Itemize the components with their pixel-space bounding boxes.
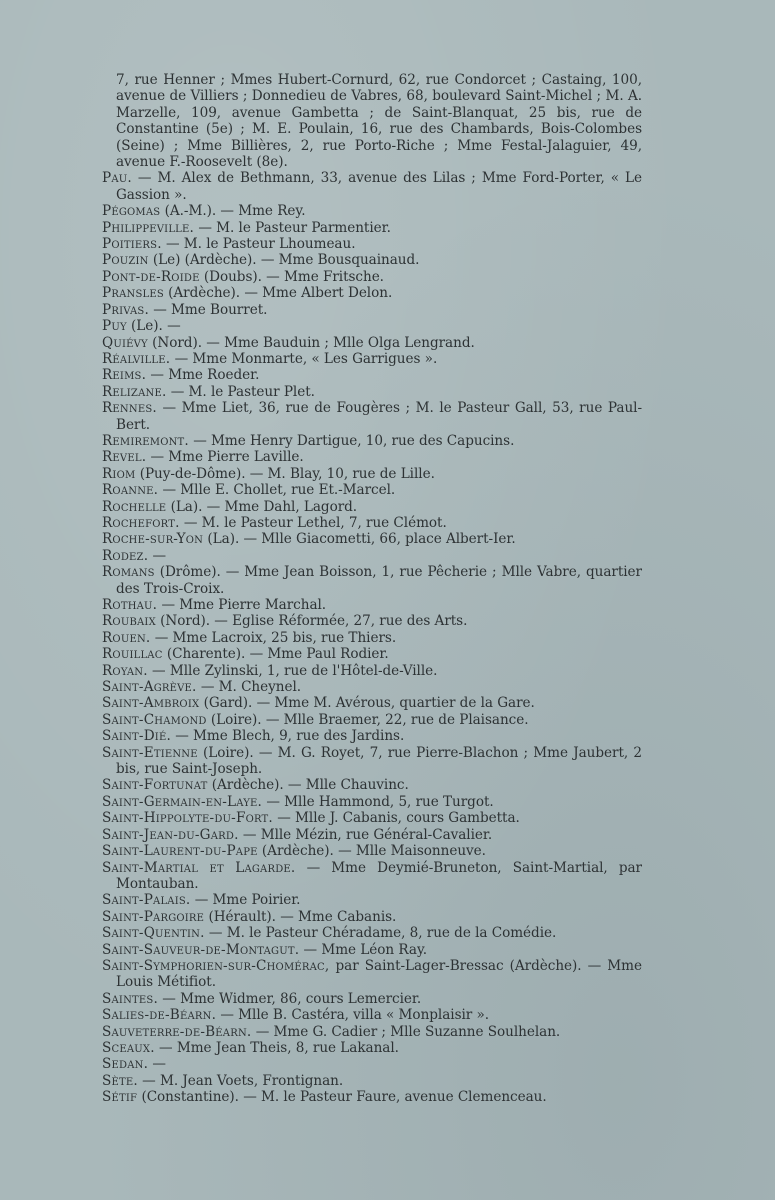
place-name: Saint-Pargoire bbox=[102, 908, 205, 925]
entry-text: — Mlle Zylinski, 1, rue de l'Hôtel-de-Ville. bbox=[147, 662, 438, 679]
place-name: Pransles bbox=[102, 285, 164, 302]
entry-text: (La). — Mlle Giacometti, 66, place Albert-Ier. bbox=[203, 531, 516, 548]
entry-text: — Mme Pierre Laville. bbox=[146, 449, 304, 466]
entry-text: (Gard). — Mme M. Avérous, quartier de la Gare. bbox=[199, 695, 535, 712]
list-entry bbox=[102, 827, 642, 843]
place-name: Saint-Germain-en-Laye. bbox=[102, 793, 263, 810]
place-name: Sedan. bbox=[102, 1056, 149, 1073]
list-entry bbox=[102, 712, 642, 728]
place-name: Saint-Agrève. bbox=[102, 679, 197, 696]
list-entry bbox=[102, 942, 642, 958]
list-entry bbox=[102, 531, 642, 547]
entry-text: — Mme Pierre Marchal. bbox=[157, 597, 327, 613]
place-name: Roubaix bbox=[102, 613, 156, 630]
place-name: Royan. bbox=[102, 662, 148, 679]
entry-text: — Mlle Mézin, rue Général-Cavalier. bbox=[238, 826, 493, 843]
place-name: Pau. bbox=[102, 170, 132, 187]
entry-text: — M. Jean Voets, Frontignan. bbox=[137, 1072, 344, 1089]
entry-text: — Mme G. Cadier ; Mlle Suzanne Soulhelan. bbox=[251, 1023, 561, 1040]
entry-text: — M. le Pasteur Lhoumeau. bbox=[161, 236, 356, 253]
entry-text: — Mme Léon Ray. bbox=[299, 941, 428, 958]
list-entry bbox=[102, 466, 642, 482]
entry-text: (Puy-de-Dôme). — M. Blay, 10, rue de Lille. bbox=[135, 465, 435, 482]
place-name: Réalville. bbox=[102, 350, 171, 367]
list-entry bbox=[102, 613, 642, 629]
place-name: Poitiers. bbox=[102, 236, 162, 253]
entry-text: (Charente). — Mme Paul Rodier. bbox=[162, 646, 389, 663]
place-name: Quiévy bbox=[102, 334, 148, 351]
list-entry bbox=[102, 843, 642, 859]
place-name: Saint-Sauveur-de-Montagut. bbox=[102, 941, 300, 958]
place-name: Saint-Jean-du-Gard. bbox=[102, 826, 239, 843]
place-name: Rothau. bbox=[102, 597, 158, 613]
place-name: Rouillac bbox=[102, 646, 163, 663]
place-name: Reims. bbox=[102, 367, 147, 384]
entry-text: — Mme Roeder. bbox=[146, 367, 260, 384]
list-entry bbox=[102, 220, 642, 236]
entry-text: — Mme Lacroix, 25 bis, rue Thiers. bbox=[150, 629, 397, 646]
place-name: Saint-Laurent-du-Pape bbox=[102, 843, 258, 860]
entry-text: — Mlle E. Chollet, rue Et.-Marcel. bbox=[158, 482, 396, 499]
list-entry bbox=[102, 630, 642, 646]
place-name: Riom bbox=[102, 465, 136, 482]
place-name: Pégomas bbox=[102, 203, 161, 220]
list-entry bbox=[102, 991, 642, 1007]
place-name: Pont-de-Roide bbox=[102, 268, 200, 285]
list-entry bbox=[102, 925, 642, 941]
list-entry bbox=[102, 597, 642, 613]
entry-text: 7, rue Henner ; Mmes Hubert-Cornurd, 62, rue Condorcet ; Castaing, 100, avenue de Villiers ; Donnedieu de Vabres, 68, boulevard Saint-Michel ; M. A. Marzelle, 109, avenue Gambetta ; de Saint-Blanquat, 25 bis, rue de Constantine (5e) ; M. E. Poulain, 16, rue des Chambards, Bois-Colombes (Seine) ; Mme Billières, 2, rue Porto-Riche ; Mme Festal-Jalaguier, 49, avenue F.-Roosevelt (8e). bbox=[116, 72, 642, 171]
place-name: Remiremont. bbox=[102, 432, 189, 449]
list-entry bbox=[102, 810, 642, 826]
entry-text: — Mme Jean Theis, 8, rue Lakanal. bbox=[154, 1039, 399, 1056]
entry-text: (Nord). — Mme Bauduin ; Mlle Olga Lengrand. bbox=[147, 334, 475, 351]
entry-text: (Hérault). — Mme Cabanis. bbox=[204, 908, 397, 925]
place-name: Sceaux. bbox=[102, 1039, 155, 1056]
entry-text: — Mlle B. Castéra, villa « Monplaisir ». bbox=[216, 1007, 490, 1024]
entry-text: — Mme Monmarte, « Les Garrigues ». bbox=[170, 350, 438, 367]
list-entry bbox=[102, 860, 642, 893]
place-name: Saint-Fortunat bbox=[102, 777, 208, 794]
entry-text: — Mme Bourret. bbox=[148, 301, 268, 318]
entry-text: — bbox=[148, 1056, 166, 1073]
entry-text: (Loire). — M. G. Royet, 7, rue Pierre-Blachon ; Mme Jaubert, 2 bis, rue Saint-Joseph. bbox=[116, 744, 642, 778]
entry-text: (La). — Mme Dahl, Lagord. bbox=[166, 498, 358, 515]
entry-text: — Mme Poirier. bbox=[190, 892, 301, 909]
entry-text: — M. Cheynel. bbox=[196, 679, 302, 696]
list-entry bbox=[102, 909, 642, 925]
list-entry bbox=[102, 335, 642, 351]
place-name: Saint-Martial et Lagarde. bbox=[102, 859, 296, 876]
place-name: Puy bbox=[102, 318, 127, 335]
place-name: Saint-Chamond bbox=[102, 711, 207, 728]
list-entry bbox=[102, 892, 642, 908]
entry-text: (Nord). — Eglise Réformée, 27, rue des Arts. bbox=[155, 613, 468, 630]
entry-text: — M. le Pasteur Parmentier. bbox=[194, 219, 391, 236]
list-entry bbox=[102, 252, 642, 268]
list-entry bbox=[102, 695, 642, 711]
place-name: Saint-Etienne bbox=[102, 744, 198, 761]
place-name: Saint-Dié. bbox=[102, 728, 171, 745]
place-name: Privas. bbox=[102, 301, 149, 318]
entry-text: — M. le Pasteur Plet. bbox=[166, 383, 315, 400]
entry-text: — bbox=[148, 547, 167, 564]
list-entry bbox=[102, 351, 642, 367]
entry-text: (Drôme). — Mme Jean Boisson, 1, rue Pêcherie ; Mlle Vabre, quartier des Trois-Croix. bbox=[116, 564, 642, 597]
list-entry bbox=[102, 482, 642, 498]
entry-text: (Loire). — Mlle Braemer, 22, rue de Plaisance. bbox=[206, 711, 529, 728]
place-name: Rennes. bbox=[102, 400, 157, 417]
entry-text: (Doubs). — Mme Fritsche. bbox=[199, 268, 384, 285]
entry-text: — Mme Liet, 36, rue de Fougères ; M. le Pasteur Gall, 53, rue Paul-Bert. bbox=[116, 400, 642, 433]
entry-text: — Mlle J. Cabanis, cours Gambetta. bbox=[272, 810, 520, 827]
list-entry bbox=[102, 302, 642, 318]
place-name: Saintes. bbox=[102, 990, 158, 1007]
list-entry bbox=[102, 269, 642, 285]
address-list bbox=[102, 72, 642, 1106]
list-entry bbox=[102, 679, 642, 695]
list-entry bbox=[102, 728, 642, 744]
place-name: Relizane. bbox=[102, 383, 167, 400]
list-entry bbox=[102, 1007, 642, 1023]
list-entry bbox=[102, 1040, 642, 1056]
place-name: Pouzin bbox=[102, 252, 149, 269]
place-name: Saint-Symphorien-sur-Chomérac, bbox=[102, 957, 330, 974]
entry-text: (Constantine). — M. le Pasteur Faure, avenue Clemenceau. bbox=[137, 1089, 547, 1106]
entry-text: (Ardèche). — Mlle Chauvinc. bbox=[207, 777, 409, 794]
entry-text: — Mme Deymié-Bruneton, Saint-Martial, par Montauban. bbox=[116, 859, 642, 892]
list-entry bbox=[102, 170, 642, 203]
list-entry bbox=[102, 367, 642, 383]
place-name: Rouen. bbox=[102, 629, 151, 646]
list-entry bbox=[102, 433, 642, 449]
list-entry bbox=[102, 745, 642, 778]
entry-text: (Le). — bbox=[126, 318, 181, 335]
list-entry bbox=[102, 72, 642, 170]
list-entry bbox=[102, 515, 642, 531]
list-entry bbox=[102, 646, 642, 662]
entry-text: par Saint-Lager-Bressac (Ardèche). — Mme Louis Métifiot. bbox=[116, 957, 642, 991]
place-name: Saint-Palais. bbox=[102, 892, 191, 909]
list-entry bbox=[102, 548, 642, 564]
list-entry bbox=[102, 449, 642, 465]
entry-text: — M. le Pasteur Chéradame, 8, rue de la Comédie. bbox=[204, 925, 557, 942]
list-entry bbox=[102, 499, 642, 515]
place-name: Salies-de-Béarn. bbox=[102, 1007, 217, 1024]
list-entry bbox=[102, 203, 642, 219]
place-name: Roche-sur-Yon bbox=[102, 531, 204, 548]
list-entry bbox=[102, 285, 642, 301]
place-name: Saint-Hippolyte-du-Fort. bbox=[102, 810, 273, 827]
place-name: Philippeville. bbox=[102, 219, 195, 236]
entry-text: — M. Alex de Bethmann, 33, avenue des Lilas ; Mme Ford-Porter, « Le Gassion ». bbox=[116, 170, 642, 203]
entry-text: — Mme Widmer, 86, cours Lemercier. bbox=[157, 990, 422, 1007]
entry-text: — M. le Pasteur Lethel, 7, rue Clémot. bbox=[179, 514, 447, 531]
entry-text: (Ardèche). — Mme Albert Delon. bbox=[163, 285, 393, 302]
list-entry bbox=[102, 236, 642, 252]
place-name: Rochelle bbox=[102, 498, 167, 515]
list-entry bbox=[102, 958, 642, 991]
entry-text: (Ardèche). — Mlle Maisonneuve. bbox=[257, 843, 486, 860]
entry-text: (A.-M.). — Mme Rey. bbox=[160, 203, 306, 220]
entry-text: — Mlle Hammond, 5, rue Turgot. bbox=[262, 793, 494, 810]
place-name: Romans bbox=[102, 564, 155, 581]
place-name: Sète. bbox=[102, 1072, 138, 1089]
entry-text: — Mme Henry Dartigue, 10, rue des Capucins. bbox=[188, 432, 515, 449]
list-entry bbox=[102, 1056, 642, 1072]
place-name: Saint-Quentin. bbox=[102, 925, 205, 942]
list-entry bbox=[102, 663, 642, 679]
place-name: Revel. bbox=[102, 449, 147, 466]
entry-text: — Mme Blech, 9, rue des Jardins. bbox=[170, 728, 405, 745]
list-entry bbox=[102, 400, 642, 433]
list-entry bbox=[102, 318, 642, 334]
place-name: Sétif bbox=[102, 1089, 138, 1106]
list-entry bbox=[102, 1024, 642, 1040]
place-name: Sauveterre-de-Béarn. bbox=[102, 1023, 252, 1040]
place-name: Saint-Ambroix bbox=[102, 695, 200, 712]
place-name: Rochefort. bbox=[102, 514, 180, 531]
list-entry bbox=[102, 1089, 642, 1105]
place-name: Rodez. bbox=[102, 547, 149, 564]
entry-text: (Le) (Ardèche). — Mme Bousquainaud. bbox=[148, 252, 420, 269]
list-entry bbox=[102, 1073, 642, 1089]
list-entry bbox=[102, 564, 642, 597]
place-name: Roanne. bbox=[102, 482, 159, 499]
list-entry bbox=[102, 777, 642, 793]
list-entry bbox=[102, 384, 642, 400]
list-entry bbox=[102, 794, 642, 810]
